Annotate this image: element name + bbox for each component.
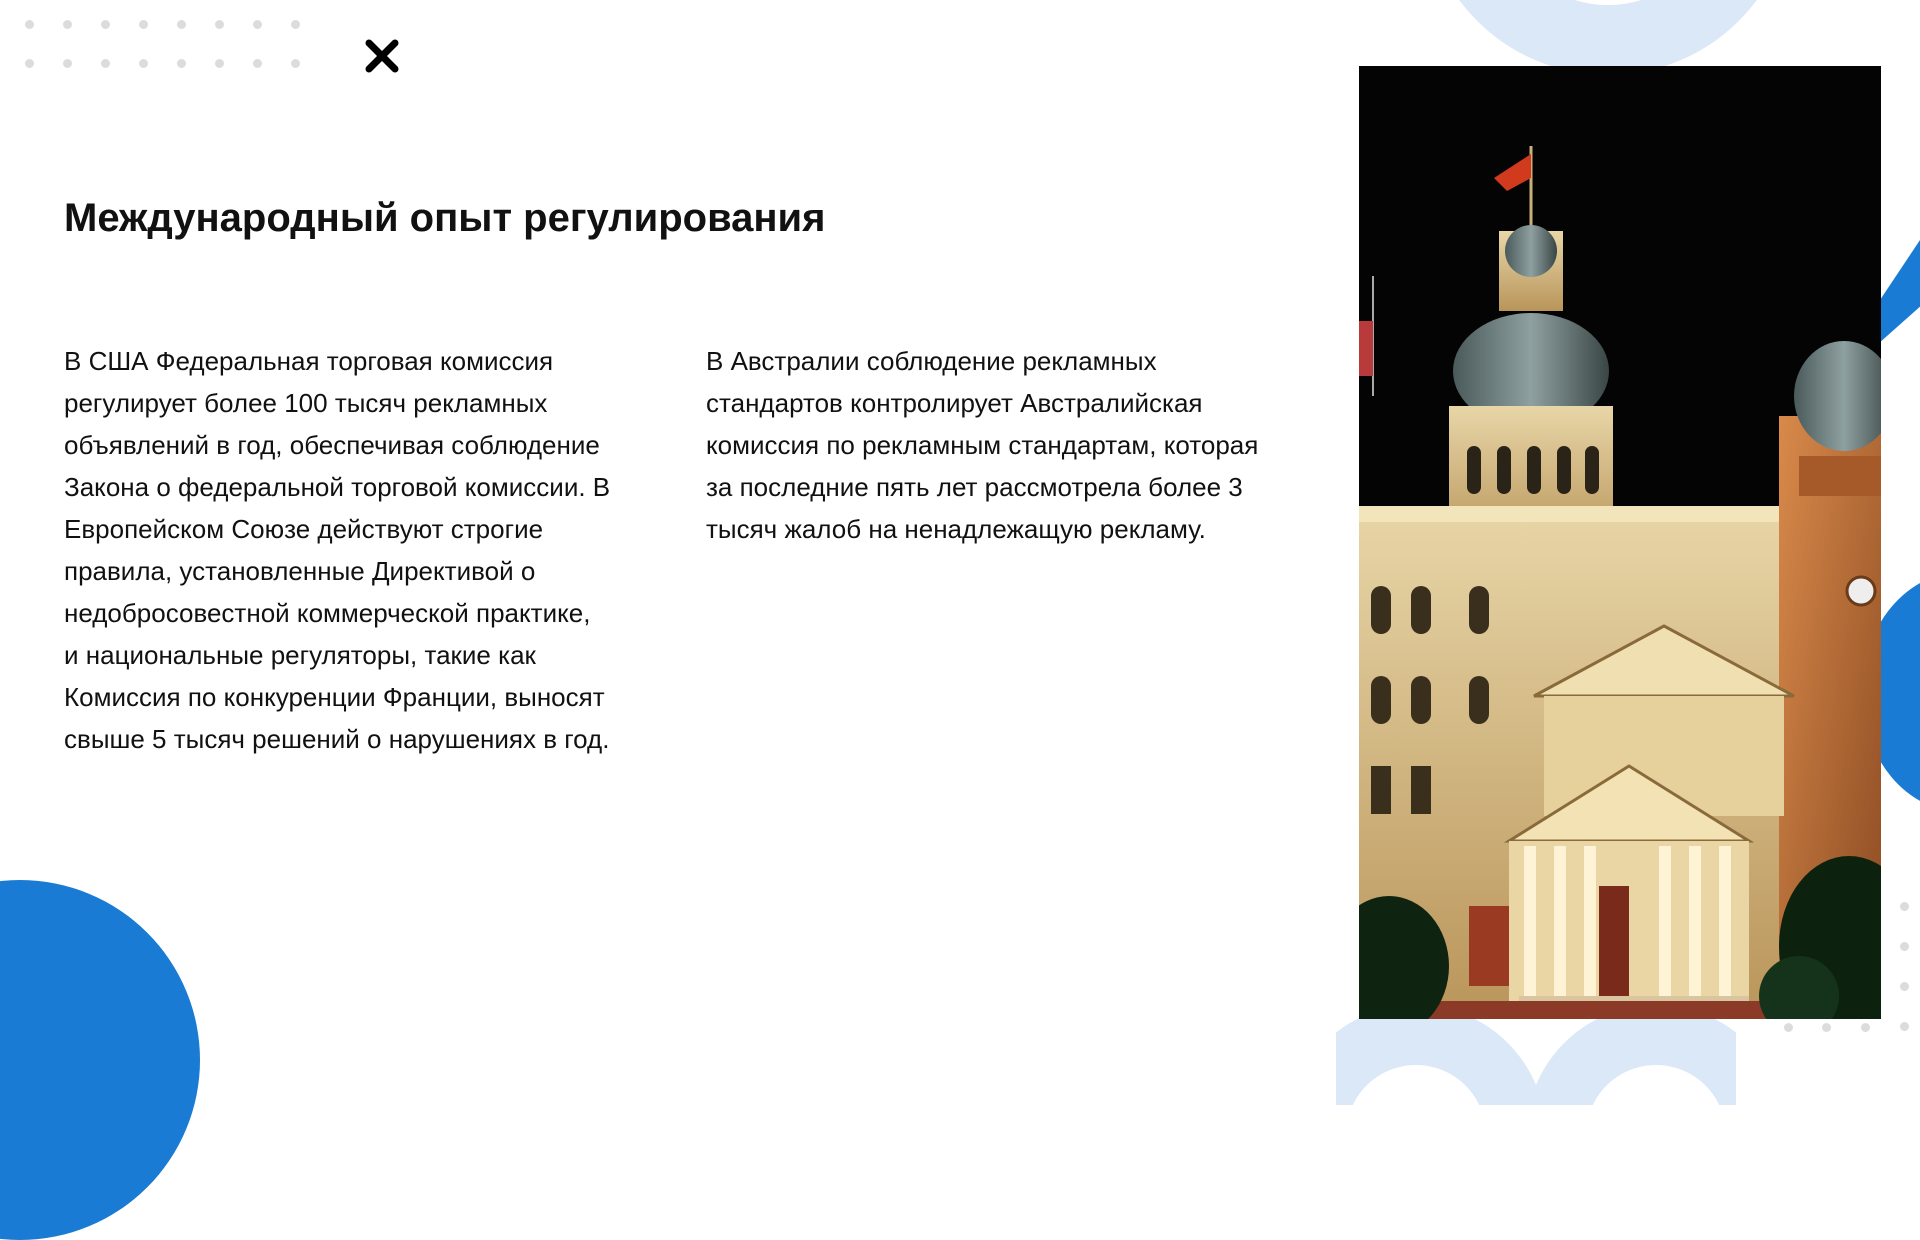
decorative-dot	[291, 59, 300, 68]
paragraph-line: правила, установленные Директивой о	[64, 556, 536, 586]
decorative-dot	[1900, 902, 1909, 911]
decorative-dot	[63, 59, 72, 68]
decorative-dot	[63, 20, 72, 29]
decorative-dot	[101, 59, 110, 68]
text-column-left	[64, 340, 654, 760]
slide-title: Международный опыт регулирования	[64, 196, 826, 240]
decorative-dot	[253, 20, 262, 29]
paragraph-line: регулирует более 100 тысяч рекламных	[64, 388, 548, 418]
decorative-dot	[177, 59, 186, 68]
decorative-dot	[139, 59, 148, 68]
decorative-dot	[1861, 1023, 1870, 1032]
decorative-dot	[101, 20, 110, 29]
decorative-dot	[139, 20, 148, 29]
paragraph-line: недобросовестной коммерческой практике,	[64, 598, 591, 628]
paragraph-line: стандартов контролирует Австралийская	[706, 388, 1203, 418]
paragraph-line: за последние пять лет рассмотрела более 3	[706, 472, 1243, 502]
decorative-dot	[215, 20, 224, 29]
text-column-right	[706, 340, 1316, 550]
paragraph-line: В Австралии соблюдение рекламных	[706, 346, 1157, 376]
paragraph-line: Европейском Союзе действуют строгие	[64, 514, 544, 544]
paragraph-line: тысяч жалоб на ненадлежащую рекламу.	[706, 514, 1206, 544]
decorative-rings-top	[1378, 0, 1838, 70]
decorative-dot	[1900, 942, 1909, 951]
paragraph-line: объявлений в год, обеспечивая соблюдение	[64, 430, 600, 460]
decorative-dot	[1822, 1023, 1831, 1032]
decorative-dot	[215, 59, 224, 68]
paragraph-line: В США Федеральная торговая комиссия	[64, 346, 554, 376]
decorative-dot	[1900, 1022, 1909, 1031]
decorative-dot	[25, 59, 34, 68]
building-illustration	[1359, 66, 1881, 1019]
government-building-photo	[1359, 66, 1881, 1019]
close-icon[interactable]	[362, 36, 402, 76]
decorative-dot	[1900, 982, 1909, 991]
paragraph-line: Закона о федеральной торговой комиссии. В	[64, 472, 611, 502]
paragraph-line: Комиссия по конкуренции Франции, выносят	[64, 682, 605, 712]
decorative-blue-circle	[0, 880, 200, 1240]
paragraph-line: комиссия по рекламным стандартам, которая	[706, 430, 1259, 460]
paragraph-line: и национальные регуляторы, такие как	[64, 640, 536, 670]
decorative-dot	[253, 59, 262, 68]
decorative-dot	[291, 20, 300, 29]
decorative-dot	[177, 20, 186, 29]
decorative-dot	[1784, 1023, 1793, 1032]
decorative-dot	[25, 20, 34, 29]
paragraph-line: свыше 5 тысяч решений о нарушениях в год.	[64, 724, 610, 754]
